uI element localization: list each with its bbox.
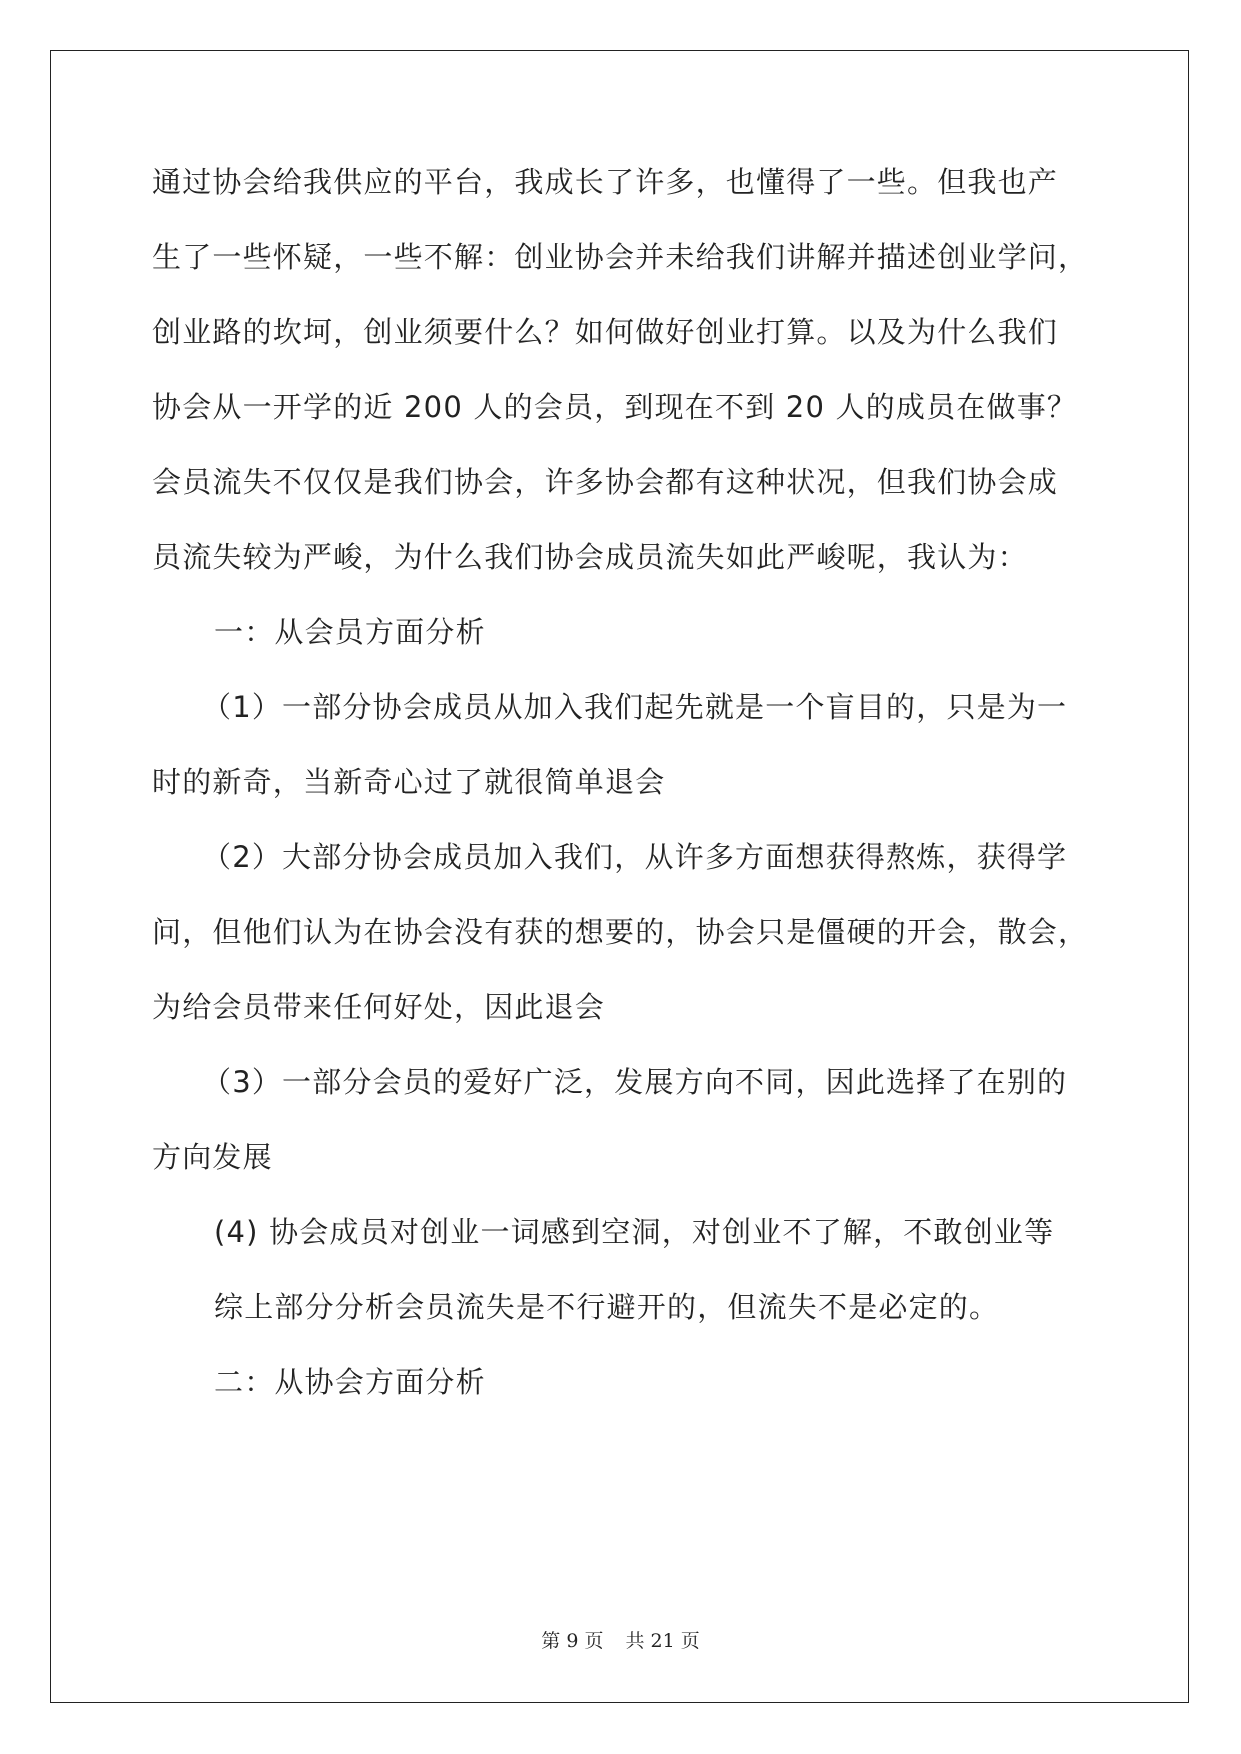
text-line: 方向发展 [152,1140,273,1174]
text-line: （2）大部分协会成员加入我们，从许多方面想获得熬炼，获得学 [202,840,1068,874]
text-line: 时的新奇，当新奇心过了就很简单退会 [152,765,666,799]
text-line: 协会从一开学的近 200 人的会员，到现在不到 20 人的成员在做事？ [152,390,1078,424]
text-line: 创业路的坎坷，创业须要什么？如何做好创业打算。以及为什么我们 [152,315,1059,349]
page-footer [0,1626,1241,1653]
text-line: （3）一部分会员的爱好广泛，发展方向不同，因此选择了在别的 [202,1065,1068,1099]
section-heading: 一：从会员方面分析 [214,615,486,649]
text-line: 为给会员带来任何好处，因此退会 [152,990,606,1024]
text-line: 会员流失不仅仅是我们协会，许多协会都有这种状况，但我们协会成 [152,465,1059,499]
text-line: 通过协会给我供应的平台，我成长了许多，也懂得了一些。但我也产 [152,165,1059,199]
text-line: 问，但他们认为在协会没有获的想要的，协会只是僵硬的开会，散会， [152,915,1089,949]
text-line: 员流失较为严峻，为什么我们协会成员流失如此严峻呢，我认为： [152,540,1028,574]
text-line: 生了一些怀疑，一些不解：创业协会并未给我们讲解并描述创业学问， [152,240,1089,274]
text-line: (4) 协会成员对创业一词感到空洞，对创业不了解，不敢创业等 [214,1215,1055,1249]
text-line: 综上部分分析会员流失是不行避开的，但流失不是必定的。 [214,1290,1000,1324]
page-number: 第 9 页 [541,1630,604,1652]
text-line: （1）一部分协会成员从加入我们起先就是一个盲目的，只是为一 [202,690,1068,724]
page-total: 共 21 页 [625,1630,700,1652]
section-heading: 二：从协会方面分析 [214,1365,486,1399]
